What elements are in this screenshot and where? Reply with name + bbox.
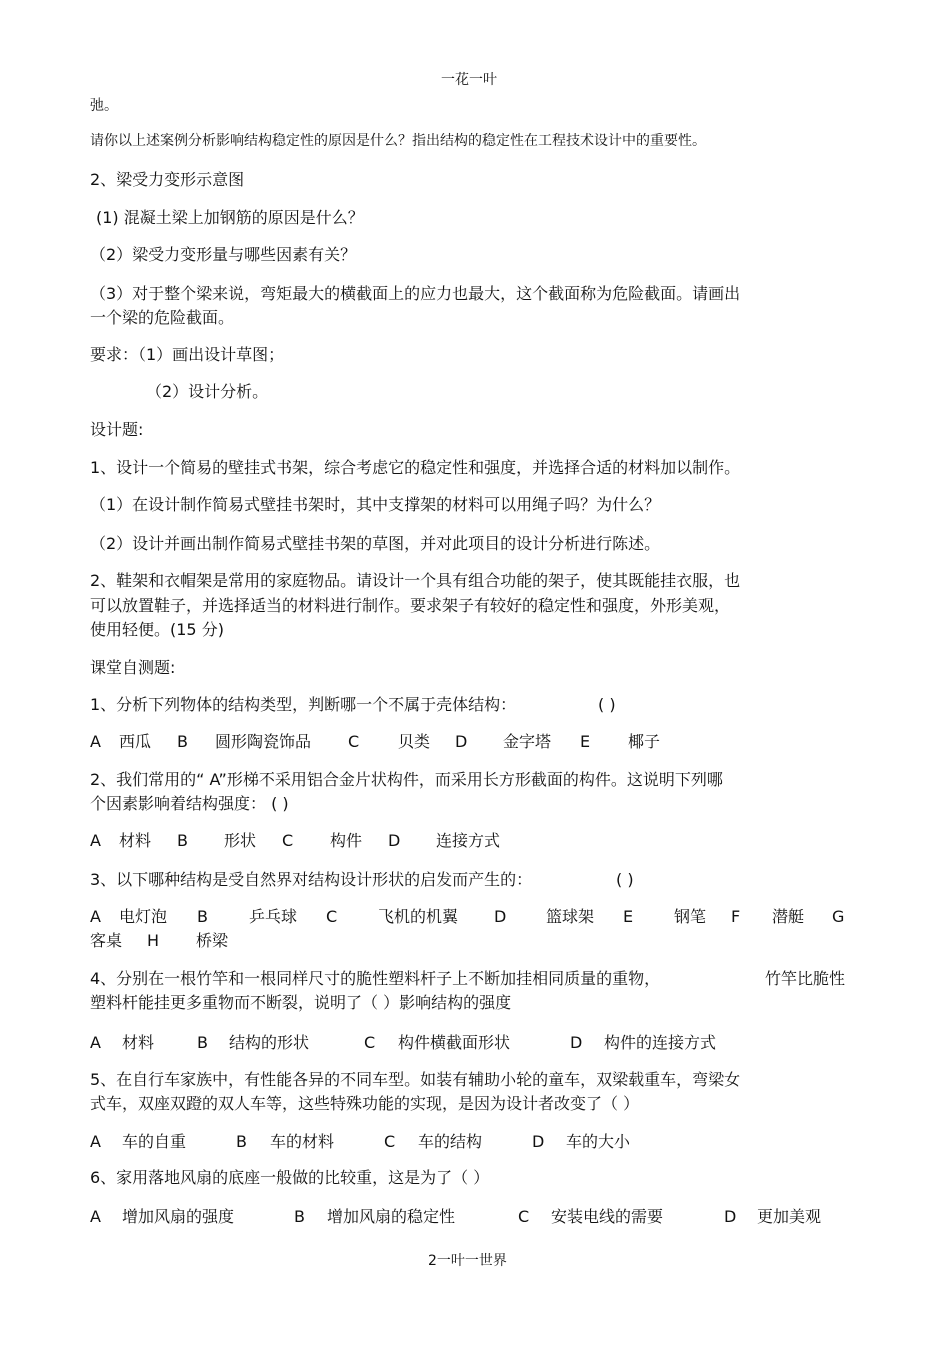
option-letter: B	[197, 1033, 208, 1052]
design-question-1-a: （1）在设计制作简易式壁挂书架时，其中支撑架的材料可以用绳子吗？为什么？	[90, 495, 661, 514]
option-text: 桥梁	[196, 931, 229, 950]
option-letter: F	[731, 907, 741, 926]
option-letter: D	[724, 1207, 737, 1226]
answer-blank: ( )	[616, 870, 634, 889]
beam-question-3-line-1: （3）对于整个梁来说，弯矩最大的横截面上的应力也最大，这个截面称为危险截面。请画出	[90, 284, 741, 303]
option-letter: H	[147, 931, 160, 950]
requirement-1: 要求：（1）画出设计草图；	[90, 345, 285, 364]
option-text: 金字塔	[503, 732, 552, 751]
quiz-question-4-line-2: 塑料杆能挂更多重物而不断裂，说明了（ ）影响结构的强度	[90, 993, 512, 1012]
option-text: 篮球架	[546, 907, 595, 926]
option-text: 贝类	[398, 732, 431, 751]
intro-question: 请你以上述案例分析影响结构稳定性的原因是什么？指出结构的稳定性在工程技术设计中的重要性。	[90, 133, 706, 149]
design-question-2-line-2: 可以放置鞋子，并选择适当的材料进行制作。要求架子有较好的稳定性和强度，外形美观，	[90, 596, 731, 615]
beam-question-1: (1) 混凝土梁上加钢筋的原因是什么？	[96, 208, 364, 227]
option-letter: C	[364, 1033, 376, 1052]
design-question-2-line-1: 2、鞋架和衣帽架是常用的家庭物品。请设计一个具有组合功能的架子，使其既能挂衣服，也	[90, 571, 741, 590]
quiz-question-1: 1、分析下列物体的结构类型，判断哪一个不属于壳体结构：	[90, 695, 517, 714]
option-letter: C	[282, 831, 294, 850]
option-letter: A	[90, 1207, 101, 1226]
option-text: 潜艇	[772, 907, 805, 926]
option-letter: A	[90, 907, 101, 926]
page-header: 一花一叶	[441, 72, 497, 88]
quiz-heading: 课堂自测题:	[90, 658, 176, 677]
option-text: 更加美观	[757, 1207, 822, 1226]
option-text: 构件横截面形状	[398, 1033, 511, 1052]
option-letter: D	[388, 831, 401, 850]
option-text: 乒乓球	[249, 907, 298, 926]
option-letter: C	[384, 1132, 396, 1151]
option-letter: D	[532, 1132, 545, 1151]
option-text: 增加风扇的稳定性	[327, 1207, 456, 1226]
option-text: 安装电线的需要	[551, 1207, 664, 1226]
option-letter: C	[326, 907, 338, 926]
option-text: 车的材料	[270, 1132, 335, 1151]
quiz-question-3: 3、以下哪种结构是受自然界对结构设计形状的启发而产生的：	[90, 870, 533, 889]
option-text: 形状	[224, 831, 257, 850]
option-text: 飞机的机翼	[378, 907, 459, 926]
option-text: 电灯泡	[119, 907, 168, 926]
beam-question-3-line-2: 一个梁的危险截面。	[90, 308, 235, 327]
design-heading: 设计题:	[90, 420, 144, 439]
option-text: 圆形陶瓷饰品	[215, 732, 312, 751]
option-text: 材料	[122, 1033, 155, 1052]
option-letter: B	[294, 1207, 305, 1226]
option-letter: A	[90, 1132, 101, 1151]
quiz-question-2-line-2: 个因素影响着结构强度： ( )	[90, 794, 289, 813]
beam-title: 2、梁受力变形示意图	[90, 170, 245, 189]
option-text: 车的大小	[566, 1132, 631, 1151]
option-text: 结构的形状	[229, 1033, 310, 1052]
option-text: 西瓜	[119, 732, 152, 751]
option-text: 材料	[119, 831, 152, 850]
option-letter: E	[580, 732, 591, 751]
option-text: 椰子	[628, 732, 661, 751]
option-letter: D	[455, 732, 468, 751]
design-question-2-line-3: 使用轻便。(15 分)	[90, 620, 224, 639]
option-letter: G	[832, 907, 845, 926]
quiz-question-5-line-2: 式车，双座双蹬的双人车等，这些特殊功能的实现，是因为设计者改变了（ ）	[90, 1094, 640, 1113]
intro-line-1: 弛。	[90, 98, 118, 114]
option-letter: B	[236, 1132, 247, 1151]
quiz-question-6: 6、家用落地风扇的底座一般做的比较重，这是为了（ ）	[90, 1168, 490, 1187]
quiz-question-2-line-1: 2、我们常用的“ A”形梯不采用铝合金片状构件，而采用长方形截面的构件。这说明下列哪	[90, 770, 723, 789]
option-letter: A	[90, 1033, 101, 1052]
option-text: 客桌	[90, 931, 123, 950]
option-letter: C	[518, 1207, 530, 1226]
option-text: 钢笔	[674, 907, 707, 926]
option-letter: D	[494, 907, 507, 926]
option-letter: C	[348, 732, 360, 751]
option-text: 构件的连接方式	[604, 1033, 717, 1052]
option-letter: E	[623, 907, 634, 926]
page-footer: 2一叶一世界	[428, 1253, 507, 1269]
requirement-2: （2）设计分析。	[146, 382, 269, 401]
design-question-1: 1、设计一个简易的壁挂式书架，综合考虑它的稳定性和强度，并选择合适的材料加以制作。	[90, 458, 741, 477]
option-letter: A	[90, 732, 101, 751]
option-letter: B	[177, 831, 188, 850]
quiz-question-5-line-1: 5、在自行车家族中，有性能各异的不同车型。如装有辅助小轮的童车，双梁载重车，弯梁女	[90, 1070, 741, 1089]
option-letter: A	[90, 831, 101, 850]
design-question-1-b: （2）设计并画出制作简易式壁挂书架的草图，并对此项目的设计分析进行陈述。	[90, 534, 661, 553]
option-letter: B	[197, 907, 208, 926]
option-text: 增加风扇的强度	[122, 1207, 235, 1226]
option-text: 车的自重	[122, 1132, 187, 1151]
option-text: 连接方式	[436, 831, 501, 850]
answer-blank: ( )	[598, 695, 616, 714]
beam-question-2: （2）梁受力变形量与哪些因素有关？	[90, 245, 357, 264]
quiz-question-4-line-1-end: 竹竿比脆性	[765, 969, 846, 988]
quiz-question-4-line-1: 4、分别在一根竹竿和一根同样尺寸的脆性塑料杆子上不断加挂相同质量的重物，	[90, 969, 661, 988]
option-text: 车的结构	[418, 1132, 483, 1151]
option-letter: D	[570, 1033, 583, 1052]
option-letter: B	[177, 732, 188, 751]
option-text: 构件	[330, 831, 363, 850]
